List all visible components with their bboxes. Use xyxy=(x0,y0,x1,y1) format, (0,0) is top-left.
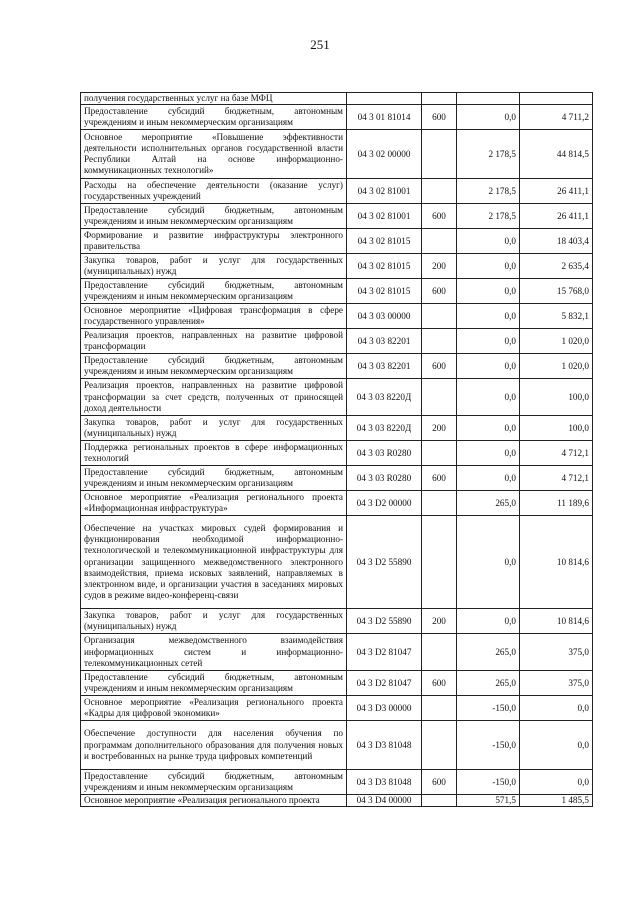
amount-total: 5 832,1 xyxy=(520,304,593,329)
target-article-code: 04 3 D2 81047 xyxy=(347,671,422,696)
target-article-code: 04 3 D3 00000 xyxy=(347,696,422,721)
amount-total: 0,0 xyxy=(520,721,593,770)
target-article-code: 04 3 02 81001 xyxy=(347,179,422,204)
expense-type-code xyxy=(422,93,457,105)
amount-change: -150,0 xyxy=(457,721,520,770)
table-row xyxy=(81,379,593,416)
expense-type-code xyxy=(422,304,457,329)
table-row xyxy=(81,130,593,179)
table-row xyxy=(81,516,593,609)
expense-type-code xyxy=(422,329,457,354)
table-row xyxy=(81,329,593,354)
expense-type-code xyxy=(422,491,457,516)
table-row xyxy=(81,795,593,807)
expense-item-name: Основное мероприятие «Повышение эффективности деятельности исполнительных органов государственной власти Республики Алтай на основе информационно-коммуникационных технологий» xyxy=(81,130,347,179)
amount-total: 375,0 xyxy=(520,671,593,696)
table-row xyxy=(81,105,593,130)
amount-total: 10 814,6 xyxy=(520,516,593,609)
amount-total: 10 814,6 xyxy=(520,609,593,634)
amount-change: 0,0 xyxy=(457,105,520,130)
budget-table xyxy=(80,92,593,807)
target-article-code: 04 3 03 8220Д xyxy=(347,416,422,441)
target-article-code: 04 3 D4 00000 xyxy=(347,795,422,807)
expense-type-code: 600 xyxy=(422,354,457,379)
table-row xyxy=(81,179,593,204)
expense-type-code xyxy=(422,795,457,807)
expense-type-code: 600 xyxy=(422,279,457,304)
table-row xyxy=(81,93,593,105)
amount-total: 2 635,4 xyxy=(520,254,593,279)
target-article-code: 04 3 D2 55890 xyxy=(347,609,422,634)
expense-item-name: Предоставление субсидий бюджетным, автономным учреждениям и иным некоммерческим организациям xyxy=(81,466,347,491)
amount-total: 44 814,5 xyxy=(520,130,593,179)
expense-type-code: 600 xyxy=(422,105,457,130)
amount-change: 265,0 xyxy=(457,491,520,516)
table-row xyxy=(81,354,593,379)
budget-table-body xyxy=(81,93,593,807)
amount-change: 265,0 xyxy=(457,634,520,671)
amount-change: 0,0 xyxy=(457,466,520,491)
table-row xyxy=(81,696,593,721)
expense-type-code: 200 xyxy=(422,609,457,634)
page-number: 251 xyxy=(310,37,330,52)
amount-change: 0,0 xyxy=(457,329,520,354)
target-article-code: 04 3 03 00000 xyxy=(347,304,422,329)
amount-change: -150,0 xyxy=(457,696,520,721)
expense-type-code xyxy=(422,229,457,254)
expense-item-name: получения государственных услуг на базе МФЦ xyxy=(81,93,347,105)
table-row xyxy=(81,229,593,254)
target-article-code: 04 3 D2 81047 xyxy=(347,634,422,671)
expense-item-name: Обеспечение на участках мировых судей формирования и функционирования необходимой информационно-технологической и телекоммуникационной инфраструктуры для организации защищенного межведомственного электронного взаимодействия, приема исковых заявлений, направляемых в электронном виде, и организации участия в заседаниях мировых судов в режиме видео-конференц-связи xyxy=(81,516,347,609)
expense-type-code xyxy=(422,441,457,466)
expense-item-name: Расходы на обеспечение деятельности (оказание услуг) государственных учреждений xyxy=(81,179,347,204)
table-row xyxy=(81,466,593,491)
table-row xyxy=(81,204,593,229)
amount-change: 2 178,5 xyxy=(457,179,520,204)
amount-change: 0,0 xyxy=(457,279,520,304)
amount-total: 4 711,2 xyxy=(520,105,593,130)
table-row xyxy=(81,634,593,671)
amount-total: 26 411,1 xyxy=(520,204,593,229)
expense-item-name: Основное мероприятие «Реализация регионального проекта «Информационная инфраструктура» xyxy=(81,491,347,516)
target-article-code: 04 3 02 81001 xyxy=(347,204,422,229)
amount-change: 0,0 xyxy=(457,379,520,416)
amount-change: 265,0 xyxy=(457,671,520,696)
table-row xyxy=(81,441,593,466)
target-article-code: 04 3 02 81015 xyxy=(347,229,422,254)
expense-item-name: Реализация проектов, направленных на развитие цифровой трансформации за счет средств, полученных от приносящей доход деятельности xyxy=(81,379,347,416)
amount-change: 571,5 xyxy=(457,795,520,807)
expense-item-name: Основное мероприятие «Цифровая трансформация в сфере государственного управления» xyxy=(81,304,347,329)
amount-total: 1 020,0 xyxy=(520,354,593,379)
amount-total: 375,0 xyxy=(520,634,593,671)
target-article-code: 04 3 D2 55890 xyxy=(347,516,422,609)
expense-item-name: Закупка товаров, работ и услуг для государственных (муниципальных) нужд xyxy=(81,254,347,279)
target-article-code: 04 3 D2 00000 xyxy=(347,491,422,516)
amount-total: 0,0 xyxy=(520,770,593,795)
target-article-code: 04 3 03 R0280 xyxy=(347,466,422,491)
expense-item-name: Закупка товаров, работ и услуг для государственных (муниципальных) нужд xyxy=(81,609,347,634)
target-article-code: 04 3 02 81015 xyxy=(347,279,422,304)
expense-item-name: Предоставление субсидий бюджетным, автономным учреждениям и иным некоммерческим организациям xyxy=(81,354,347,379)
target-article-code: 04 3 01 81014 xyxy=(347,105,422,130)
expense-type-code: 600 xyxy=(422,671,457,696)
amount-change: 0,0 xyxy=(457,354,520,379)
amount-total: 18 403,4 xyxy=(520,229,593,254)
table-row xyxy=(81,254,593,279)
expense-item-name: Обеспечение доступности для населения обучения по программам дополнительного образования для получения новых и востребованных на рынке труда цифровых компетенций xyxy=(81,721,347,770)
expense-item-name: Предоставление субсидий бюджетным, автономным учреждениям и иным некоммерческим организациям xyxy=(81,105,347,130)
expense-type-code xyxy=(422,179,457,204)
amount-total: 11 189,6 xyxy=(520,491,593,516)
amount-change: 0,0 xyxy=(457,416,520,441)
target-article-code xyxy=(347,93,422,105)
amount-change: 2 178,5 xyxy=(457,130,520,179)
amount-change: 0,0 xyxy=(457,254,520,279)
expense-item-name: Предоставление субсидий бюджетным, автономным учреждениям и иным некоммерческим организациям xyxy=(81,204,347,229)
expense-item-name: Предоставление субсидий бюджетным, автономным учреждениям и иным некоммерческим организациям xyxy=(81,671,347,696)
expense-type-code xyxy=(422,696,457,721)
table-row xyxy=(81,416,593,441)
amount-total: 4 712,1 xyxy=(520,441,593,466)
table-row xyxy=(81,671,593,696)
target-article-code: 04 3 03 82201 xyxy=(347,354,422,379)
target-article-code: 04 3 03 82201 xyxy=(347,329,422,354)
amount-total: 1 485,5 xyxy=(520,795,593,807)
table-row xyxy=(81,491,593,516)
expense-item-name: Формирование и развитие инфраструктуры электронного правительства xyxy=(81,229,347,254)
expense-type-code xyxy=(422,634,457,671)
amount-total: 100,0 xyxy=(520,379,593,416)
amount-change: -150,0 xyxy=(457,770,520,795)
amount-change: 0,0 xyxy=(457,304,520,329)
expense-item-name: Реализация проектов, направленных на развитие цифровой трансформации xyxy=(81,329,347,354)
target-article-code: 04 3 02 81015 xyxy=(347,254,422,279)
amount-total: 1 020,0 xyxy=(520,329,593,354)
amount-change: 0,0 xyxy=(457,229,520,254)
expense-type-code xyxy=(422,130,457,179)
expense-item-name: Основное мероприятие «Реализация регионального проекта xyxy=(81,795,347,807)
amount-change: 0,0 xyxy=(457,441,520,466)
expense-item-name: Основное мероприятие «Реализация регионального проекта «Кадры для цифровой экономики» xyxy=(81,696,347,721)
target-article-code: 04 3 D3 81048 xyxy=(347,770,422,795)
amount-change: 0,0 xyxy=(457,516,520,609)
table-row xyxy=(81,609,593,634)
amount-total: 0,0 xyxy=(520,696,593,721)
amount-total: 15 768,0 xyxy=(520,279,593,304)
expense-item-name: Предоставление субсидий бюджетным, автономным учреждениям и иным некоммерческим организациям xyxy=(81,279,347,304)
target-article-code: 04 3 03 R0280 xyxy=(347,441,422,466)
target-article-code: 04 3 02 00000 xyxy=(347,130,422,179)
target-article-code: 04 3 03 8220Д xyxy=(347,379,422,416)
expense-type-code: 200 xyxy=(422,254,457,279)
table-row xyxy=(81,721,593,770)
expense-type-code: 600 xyxy=(422,770,457,795)
amount-change: 0,0 xyxy=(457,609,520,634)
expense-item-name: Закупка товаров, работ и услуг для государственных (муниципальных) нужд xyxy=(81,416,347,441)
amount-change xyxy=(457,93,520,105)
amount-total: 100,0 xyxy=(520,416,593,441)
expense-type-code: 200 xyxy=(422,416,457,441)
table-row xyxy=(81,304,593,329)
expense-type-code xyxy=(422,379,457,416)
target-article-code: 04 3 D3 81048 xyxy=(347,721,422,770)
expense-type-code: 600 xyxy=(422,466,457,491)
expense-item-name: Поддержка региональных проектов в сфере информационных технологий xyxy=(81,441,347,466)
amount-total: 26 411,1 xyxy=(520,179,593,204)
table-row xyxy=(81,770,593,795)
expense-type-code xyxy=(422,516,457,609)
amount-total: 4 712,1 xyxy=(520,466,593,491)
amount-total xyxy=(520,93,593,105)
expense-item-name: Предоставление субсидий бюджетным, автономным учреждениям и иным некоммерческим организациям xyxy=(81,770,347,795)
amount-change: 2 178,5 xyxy=(457,204,520,229)
expense-item-name: Организация межведомственного взаимодействия информационных систем и информационно-телекоммуникационных сетей xyxy=(81,634,347,671)
expense-type-code: 600 xyxy=(422,204,457,229)
table-row xyxy=(81,279,593,304)
expense-type-code xyxy=(422,721,457,770)
